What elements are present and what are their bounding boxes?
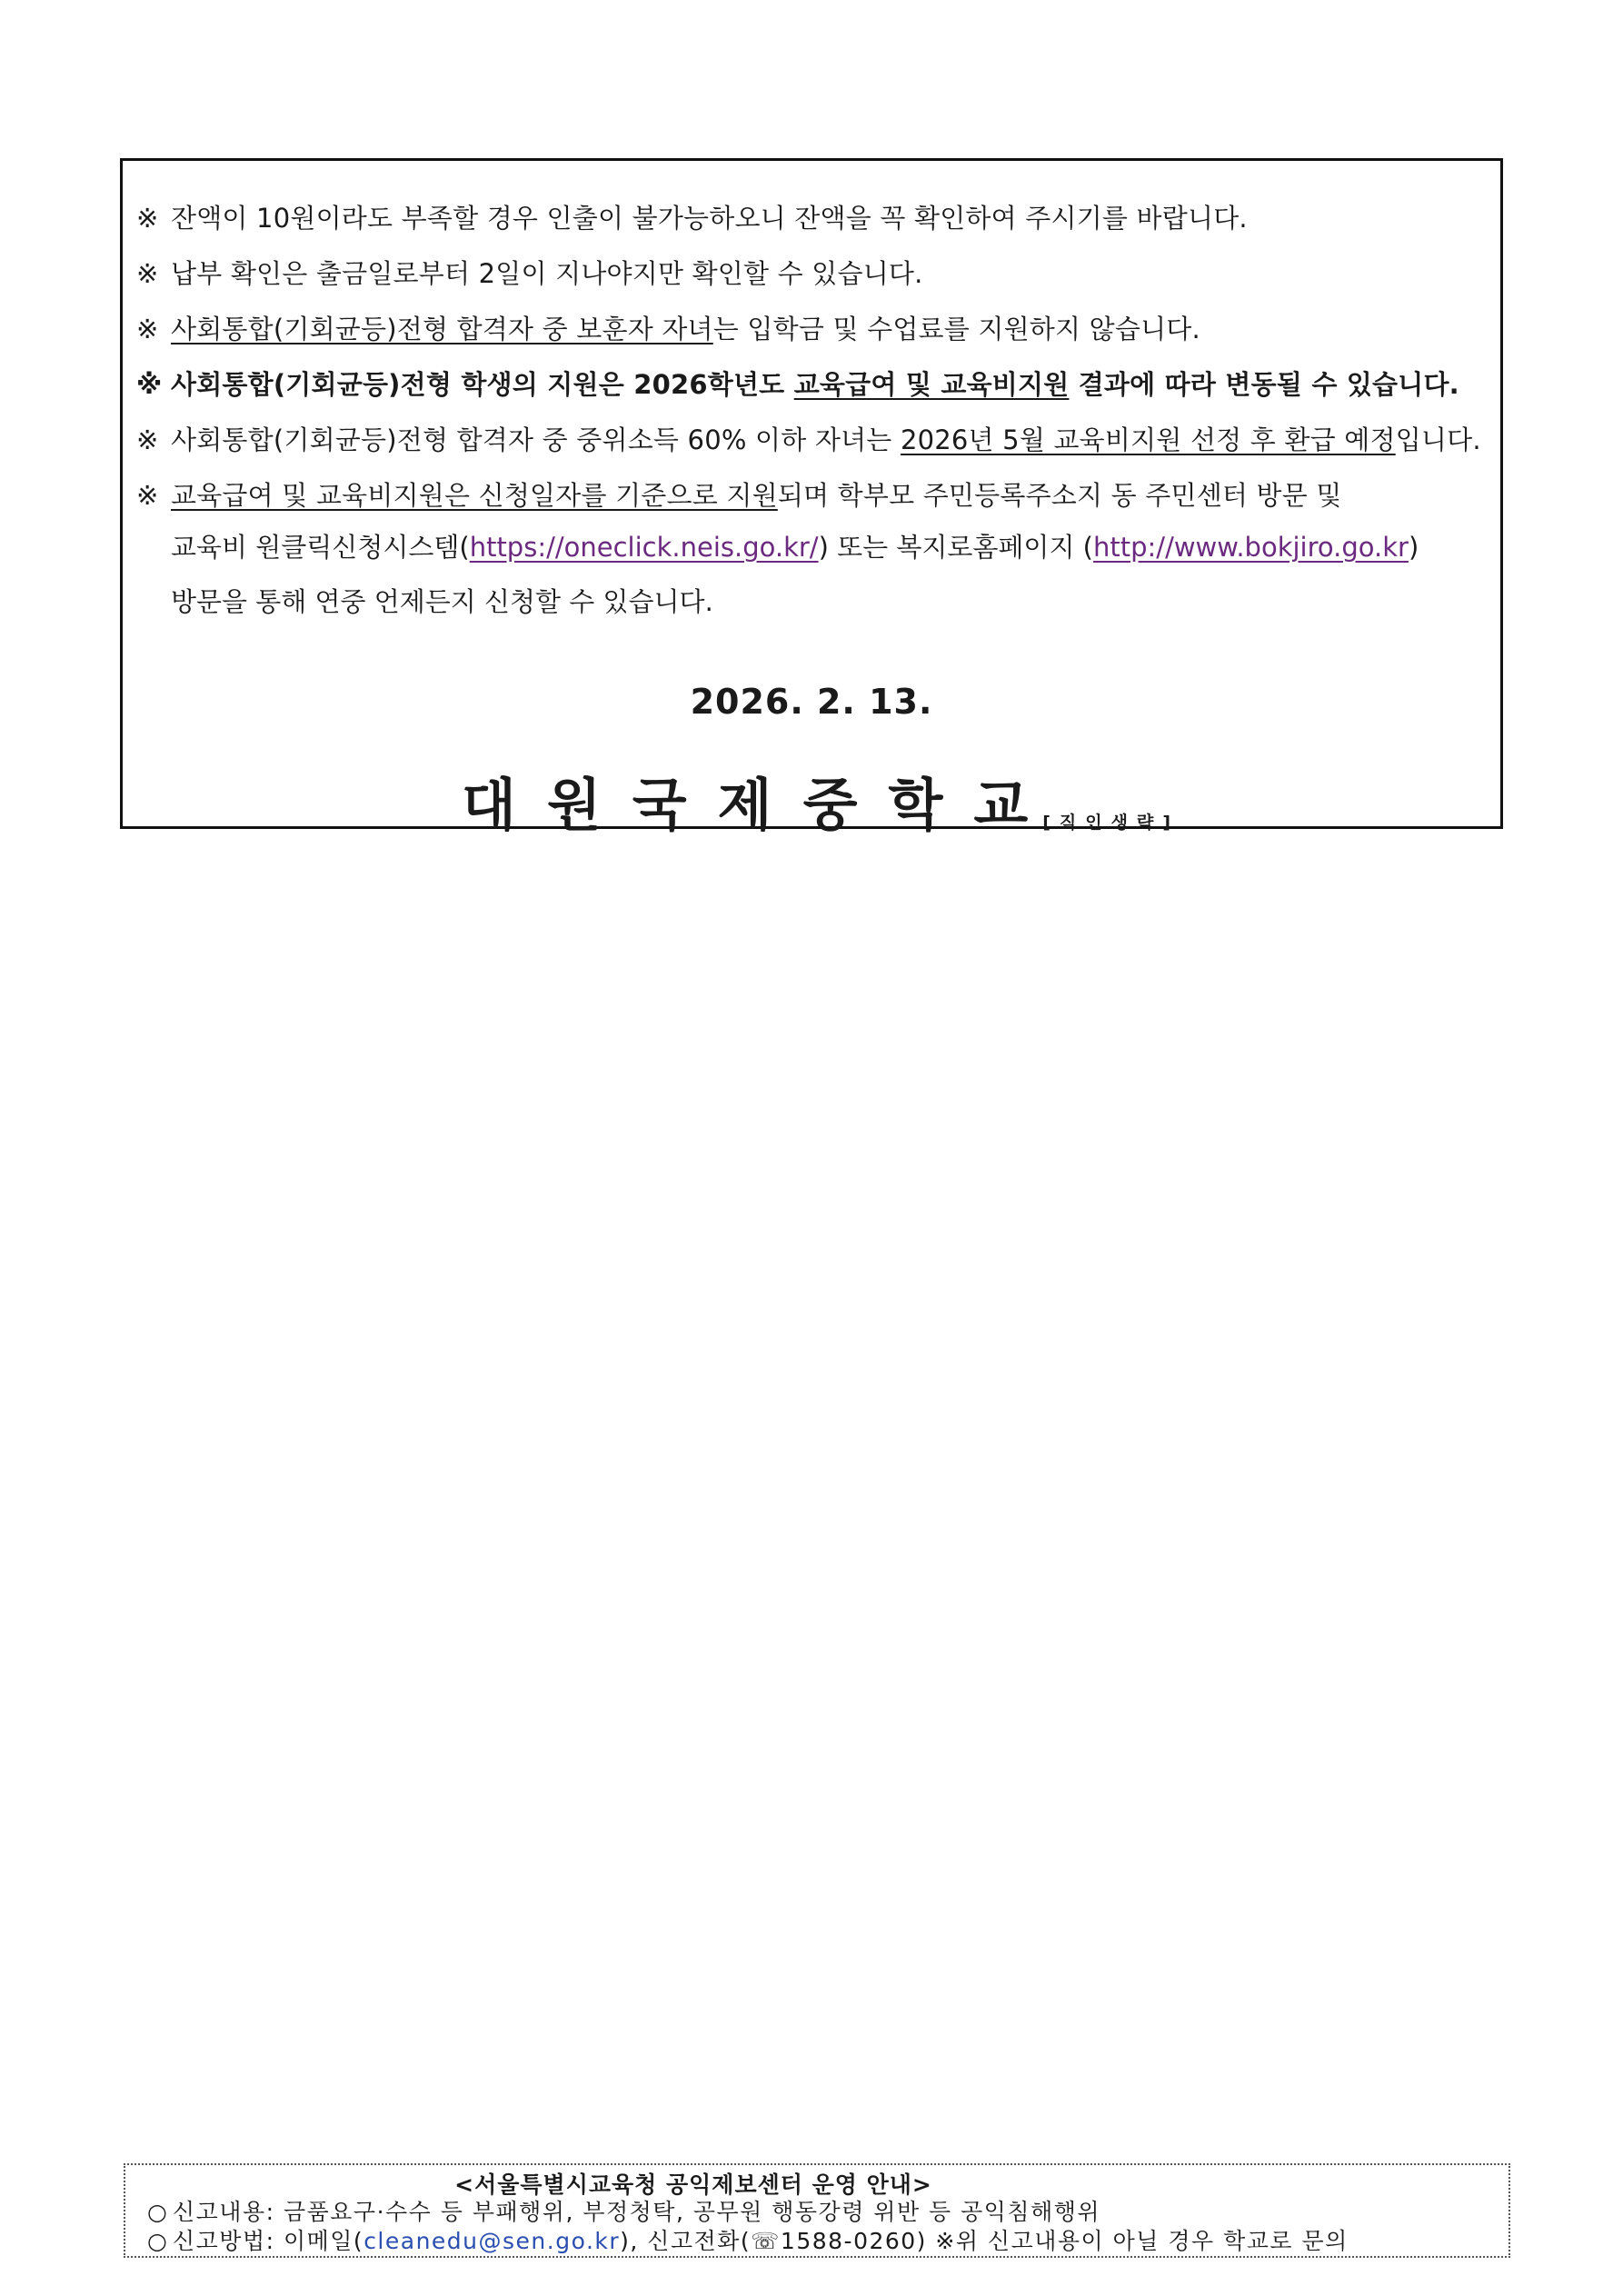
note-text: 는 입학금 및 수업료를 지원하지 않습니다.: [712, 314, 1200, 344]
reference-mark: ※: [136, 424, 159, 455]
note-text: 교육비 원클릭신청시스템(: [171, 532, 470, 563]
footer-text: ), 신고전화(☏1588-0260) ※위 신고내용이 아닐 경우 학교로 문의: [620, 2228, 1349, 2254]
reference-mark: ※: [136, 314, 159, 344]
footer-text: 신고내용: 금품요구·수수 등 부패행위, 부정청탁, 공무원 행동강령 위반 등 공익침해행위: [173, 2199, 1101, 2225]
note-text: 입니다.: [1395, 424, 1481, 455]
note-text: 되며 학부모 주민등록주소지 동 주민센터 방문 및: [777, 480, 1342, 511]
reference-mark: ※: [136, 369, 163, 400]
note-application: [136, 477, 1342, 514]
reference-mark: ※: [136, 203, 159, 234]
note-text: ) 또는 복지로홈페이지 (: [818, 532, 1093, 563]
note-payment-check: [136, 255, 923, 292]
school-signature: [462, 760, 1180, 841]
note-underlined: 교육급여 및 교육비지원은 신청일자를 기준으로 지원: [171, 480, 778, 511]
note-text: ): [1408, 532, 1419, 563]
note-underlined: 2026년 5월 교육비지원 선정 후 환급 예정: [900, 424, 1396, 455]
report-email-link[interactable]: cleanedu@sen.go.kr: [363, 2228, 621, 2254]
note-text: 결과에 따라 변동될 수 있습니다.: [1069, 369, 1459, 400]
note-underlined: 교육급여 및 교육비지원: [793, 369, 1070, 400]
note-refund: [136, 422, 1481, 458]
note-support-change: [136, 366, 1459, 403]
reference-mark: ※: [136, 480, 159, 511]
circle-bullet-icon: ○: [147, 2228, 169, 2254]
note-veterans: [136, 311, 1200, 347]
footer-text: 신고방법: 이메일(: [173, 2228, 364, 2254]
footer-title: <서울특별시교육청 공익제보센터 운영 안내>: [454, 2171, 932, 2198]
note-text: 납부 확인은 출금일로부터 2일이 지나야지만 확인할 수 있습니다.: [171, 258, 923, 289]
footer-report-content: [147, 2198, 1100, 2227]
seal-omitted-note: [직인생략]: [1042, 813, 1180, 833]
footer-report-method: [147, 2227, 1349, 2256]
circle-bullet-icon: ○: [147, 2199, 169, 2225]
note-text: 방문을 통해 연중 언제든지 신청할 수 있습니다.: [171, 586, 713, 617]
note-underlined: 사회통합(기회균등)전형 합격자 중 보훈자 자녀: [171, 314, 713, 344]
document-date: 2026. 2. 13.: [690, 682, 933, 722]
bokjiro-link[interactable]: http://www.bokjiro.go.kr: [1093, 532, 1409, 563]
note-balance: [136, 200, 1248, 236]
note-text: 사회통합(기회균등)전형 합격자 중 중위소득 60% 이하 자녀는: [171, 424, 901, 455]
note-application-cont: [171, 529, 1419, 565]
note-application-cont2: [171, 584, 713, 620]
note-text: 잔액이 10원이라도 부족할 경우 인출이 불가능하오니 잔액을 꼭 확인하여 주시기를 바랍니다.: [171, 203, 1248, 234]
note-text: 사회통합(기회균등)전형 학생의 지원은 2026학년도: [171, 369, 794, 400]
school-name: 대원국제중학교: [462, 772, 1060, 838]
reference-mark: ※: [136, 258, 159, 289]
oneclick-link[interactable]: https://oneclick.neis.go.kr/: [469, 532, 819, 563]
